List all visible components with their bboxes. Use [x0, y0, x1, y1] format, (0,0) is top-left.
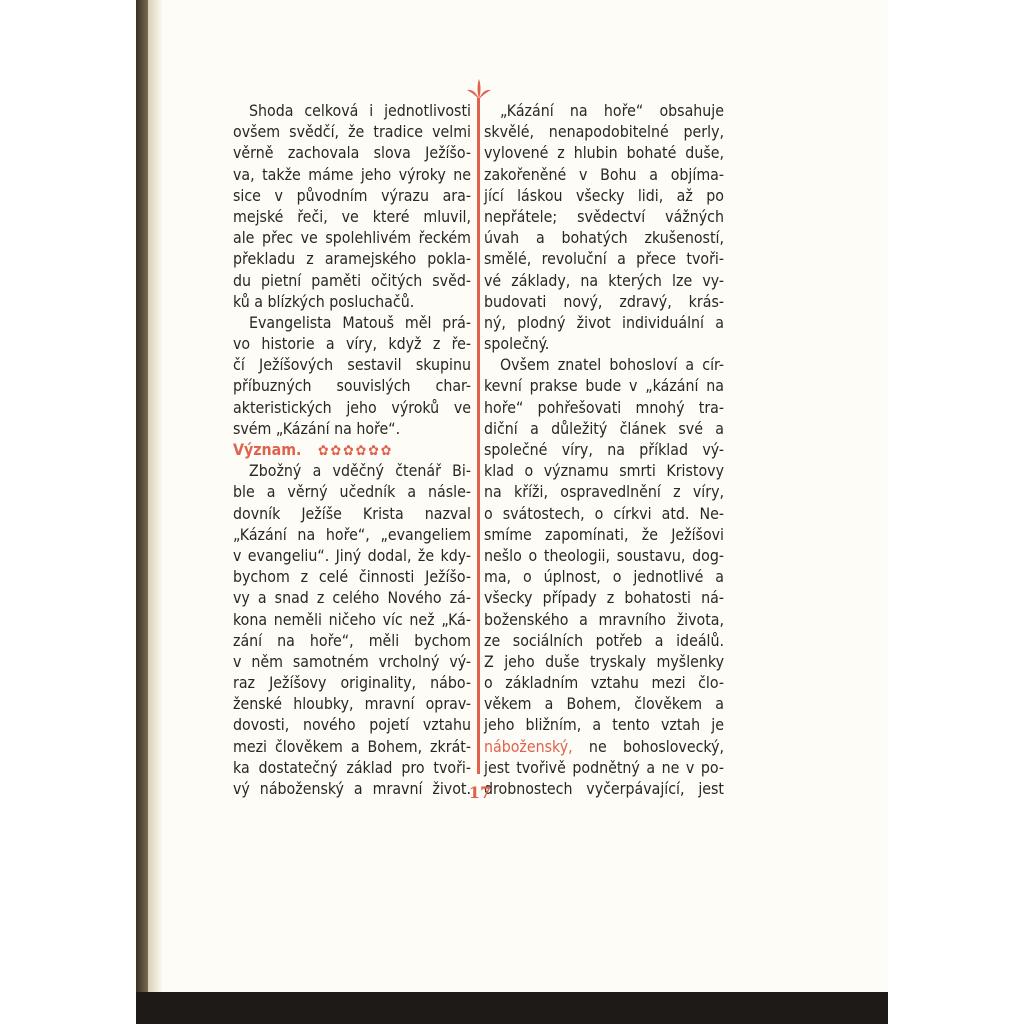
text-line: skvělé, nenapodobitelné perly,	[484, 122, 724, 142]
text-line: Zbožný a vděčný čtenář Bi-	[249, 461, 471, 481]
paragraph	[484, 100, 724, 354]
text-line: jící láskou všecky lidi, až po	[484, 185, 724, 205]
text-line: vý náboženský a mravní život.	[233, 779, 471, 798]
page-number: 17	[468, 783, 492, 802]
scan-bottom-edge	[136, 992, 888, 1024]
text-line: va, takže máme jeho výroky ne	[233, 164, 471, 184]
text-line: klad o významu smrti Kristovy	[484, 461, 724, 481]
text-line-with-highlight	[484, 736, 724, 757]
text-line: společné víry, na příklad vý-	[484, 440, 724, 459]
paragraph	[233, 460, 471, 799]
text-line: společný.	[484, 334, 550, 354]
text-line: na kříži, ospravedlnění z víry,	[484, 482, 724, 502]
text-line: bychom z celé činnosti Ježíšo-	[233, 567, 471, 587]
text-line: Ovšem znatel bohosloví a cír-	[500, 355, 724, 375]
text-line: ale přec ve spolehlivém řeckém	[233, 228, 471, 248]
book-spine-shadow	[136, 0, 148, 1024]
text-line: boženského a mravního života,	[484, 609, 724, 629]
text-line: Shoda celková i jednotlivosti	[249, 101, 471, 120]
paragraph	[233, 100, 471, 312]
text-line: hoře“ pohřešovati mnohý tra-	[484, 397, 724, 417]
text-line: ženské hloubky, mravní oprav-	[233, 694, 471, 714]
text-line: „Kázání na hoře“, „evangeliem	[233, 524, 471, 544]
text-line: jest tvořivě podnětný a ne v po-	[484, 757, 724, 777]
text-line: v evangeliu“. Jiný dodal, že kdy-	[233, 545, 471, 565]
text-line: dovník Ježíše Krista nazval	[233, 503, 471, 523]
text-line: věrně zachovala slova Ježíšo-	[233, 143, 471, 163]
text-line: překladu z aramejského pokla-	[233, 249, 471, 269]
text-line: čí Ježíšových sestavil skupinu	[233, 355, 471, 375]
text-line: diční a důležitý článek své a	[484, 418, 724, 438]
section-heading: Význam.	[233, 440, 302, 459]
column-divider-rule	[477, 98, 480, 774]
text-line: akteristických jeho výroků ve	[233, 397, 471, 417]
section-heading-line	[233, 439, 471, 460]
text-fragment: ne bohoslovecký,	[572, 736, 724, 756]
text-line: ble a věrný učedník a násle-	[233, 482, 471, 502]
text-line: smíme zapomínati, že Ježíšovi	[484, 524, 724, 544]
text-line: nešlo o theologii, soustavu, dog-	[484, 545, 724, 565]
text-line: sice v původním výrazu ara-	[233, 185, 471, 205]
paragraph	[233, 312, 471, 439]
text-line: o svátostech, o církvi atd. Ne-	[484, 503, 724, 523]
text-line: smělé, revoluční a přece tvoři-	[484, 249, 724, 269]
paragraph	[484, 354, 724, 799]
page-gutter	[148, 0, 163, 1000]
text-line: kevní prakse bude v „kázání na	[484, 376, 724, 396]
text-line: úvah a bohatých zkušeností,	[484, 228, 724, 248]
text-line: ovšem svědčí, že tradice velmi	[233, 122, 471, 142]
highlighted-word: náboženský,	[484, 736, 573, 756]
text-line: příbuzných souvislých char-	[233, 376, 471, 396]
text-line: věkem a Bohem, člověkem a	[484, 694, 724, 714]
text-line: nepřátele; svědectví vážných	[484, 206, 724, 226]
text-line: ků a blízkých posluchačů.	[233, 291, 415, 311]
text-line: mezi člověkem a Bohem, zkrát-	[233, 736, 471, 756]
text-line: ka dostatečný základ pro tvoři-	[233, 757, 471, 777]
text-line: vé základy, na kterých lze vy-	[484, 270, 724, 290]
right-column	[484, 100, 724, 799]
text-line: všecky případy z bohatosti ná-	[484, 588, 724, 608]
text-line: kona neměli ničeho víc než „Ká-	[233, 609, 471, 629]
text-line: „Kázání na hoře“ obsahuje	[500, 101, 724, 120]
left-column	[233, 100, 471, 799]
floral-leaf-icon	[466, 78, 492, 100]
text-line: zání na hoře“, měli bychom	[233, 630, 471, 650]
text-line: raz Ježíšovy originality, nábo-	[233, 673, 471, 693]
text-line: drobnostech vyčerpávající, jest	[484, 779, 724, 798]
text-line: o základním vztahu mezi člo-	[484, 673, 724, 693]
text-line: ze sociálních potřeb a ideálů.	[484, 630, 724, 650]
text-line: du pietní paměti očitých svěd-	[233, 270, 471, 290]
text-line: ma, o úplnost, o jednotlivé a	[484, 567, 724, 587]
text-line: Z jeho duše tryskaly myšlenky	[484, 651, 724, 671]
text-line: vylovené z hlubin bohaté duše,	[484, 143, 724, 163]
text-line: v něm samotném vrcholný vý-	[233, 651, 471, 671]
text-line: Evangelista Matouš měl prá-	[249, 312, 471, 332]
text-line: zakořeněné v Bohu a objíma-	[484, 164, 724, 184]
text-line: jeho bližním, a tento vztah je	[484, 715, 724, 735]
text-line: dovosti, nového pojetí vztahu	[233, 715, 471, 735]
flower-ornament-icon: ✿✿✿✿✿✿	[317, 443, 394, 459]
text-line: ný, plodný život individuální a	[484, 312, 724, 332]
text-line: mejské řeči, ve které mluvil,	[233, 206, 471, 226]
text-line: svém „Kázání na hoře“.	[233, 418, 401, 438]
text-line: vo historie a víry, když z ře-	[233, 334, 471, 354]
text-line: vy a snad z celého Nového zá-	[233, 588, 471, 608]
text-line: budovati nový, zdravý, krás-	[484, 291, 724, 311]
